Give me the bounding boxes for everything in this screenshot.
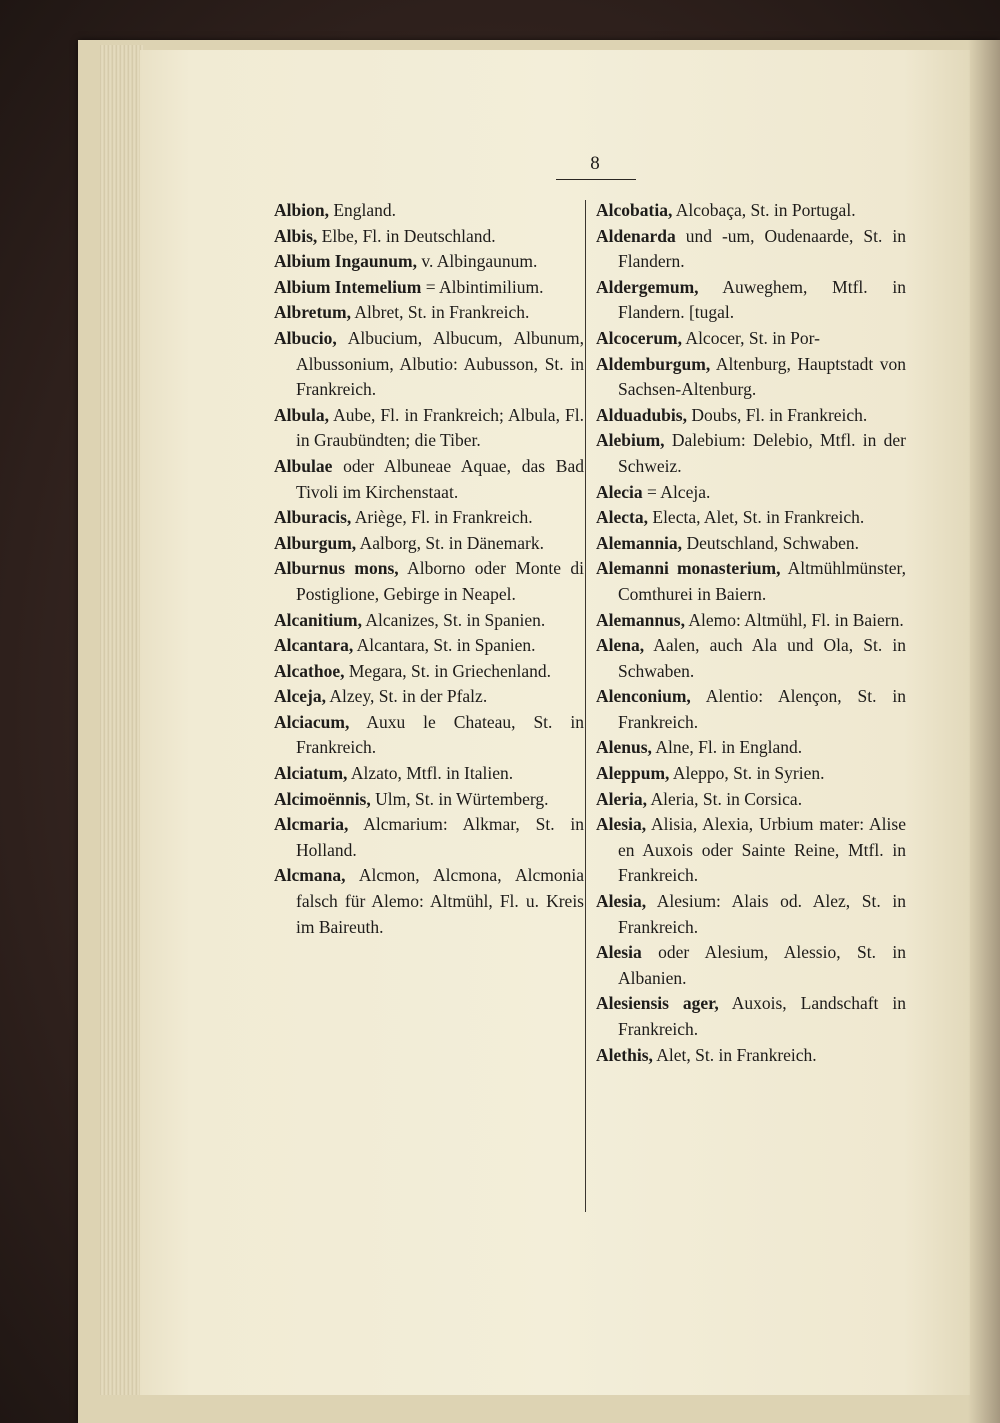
entry-headword: Alburacis, [274, 507, 352, 528]
dictionary-entry [596, 633, 906, 684]
entry-headword: Alesiensis ager, [596, 993, 719, 1014]
entry-headword: Alena, [596, 635, 645, 656]
dictionary-entry [274, 505, 584, 531]
entry-text: Alcmarium: Alkmar, St. in Holland. [296, 814, 584, 860]
dictionary-entry [596, 531, 906, 557]
column-divider [585, 200, 586, 1212]
entry-text: und -um, Oudenaarde, St. in Flandern. [618, 225, 906, 272]
entry-text: England. [328, 200, 397, 220]
dictionary-entry [596, 326, 906, 352]
dictionary-entry [274, 403, 584, 454]
dictionary-entry [596, 991, 906, 1042]
entry-headword: Aleria, [596, 788, 648, 809]
entry-headword: Albulae [274, 455, 333, 476]
entry-headword: Alenconium, [596, 686, 691, 707]
entry-text: Alentio: Alençon, St. in Frankreich. [618, 686, 906, 732]
entry-text: Alcmon, Alcmona, Alcmonia falsch für Alemo: Altmühl, Fl. u. Kreis im Baireuth. [296, 865, 584, 937]
entry-headword: Alethis, [596, 1044, 653, 1065]
entry-headword: Aldemburgum, [596, 353, 711, 374]
entry-text: = Alceja. [642, 481, 711, 502]
entry-headword: Alburgum, [274, 532, 357, 553]
entry-text: Aleria, St. in Corsica. [647, 788, 803, 809]
entry-text: Alzey, St. in der Pfalz. [326, 686, 488, 707]
entry-text: Aleppo, St. in Syrien. [669, 763, 825, 784]
entry-text: Elbe, Fl. in Deutschland. [317, 225, 496, 246]
dictionary-entry [596, 608, 906, 634]
dictionary-entry [274, 198, 584, 224]
entry-headword: Alesia [596, 942, 642, 963]
dictionary-entry [274, 863, 584, 940]
entry-headword: Alemanni monasterium, [596, 558, 781, 579]
entry-text: Alcobaça, St. in Portugal. [672, 200, 856, 220]
entry-headword: Albium Intemelium [274, 276, 422, 297]
gutter-shadow [968, 40, 1000, 1423]
entry-text: Altenburg, Hauptstadt von Sachsen-Altenburg. [618, 353, 906, 400]
dictionary-entry [596, 735, 906, 761]
entry-headword: Albis, [274, 225, 318, 246]
entry-headword: Alcimoënnis, [274, 788, 371, 809]
entry-headword: Alcmaria, [274, 814, 349, 835]
left-column [274, 198, 584, 940]
dictionary-entry [596, 480, 906, 506]
dictionary-entry [274, 812, 584, 863]
entry-text: Alet, St. in Frankreich. [652, 1044, 817, 1065]
dictionary-entry [274, 300, 584, 326]
dictionary-entry [274, 224, 584, 250]
dictionary-entry [596, 403, 906, 429]
entry-text: Alcanizes, St. in Spanien. [362, 609, 546, 630]
dictionary-entry [596, 940, 906, 991]
entry-headword: Alesia, [596, 891, 647, 912]
dictionary-entry [596, 275, 906, 326]
entry-headword: Alemannia, [596, 532, 683, 553]
entry-text: Dalebium: Delebio, Mtfl. in der Schweiz. [618, 430, 906, 476]
dictionary-entry [274, 531, 584, 557]
dictionary-entry [596, 684, 906, 735]
entry-headword: Aleppum, [596, 763, 670, 784]
entry-text: Alisia, Alexia, Urbium mater: Alise en Auxois oder Sainte Reine, Mtfl. in Frankreich. [618, 814, 906, 886]
dictionary-entry [274, 684, 584, 710]
entry-headword: Alciatum, [274, 763, 348, 784]
entry-headword: Alcathoe, [274, 660, 345, 681]
dictionary-entry [274, 326, 584, 403]
entry-headword: Alesia, [596, 814, 647, 835]
entry-text: Alborno oder Monte di Postiglione, Gebirge in Neapel. [296, 558, 584, 604]
entry-headword: Alcocerum, [596, 327, 683, 348]
entry-text: Alemo: Altmühl, Fl. in Baiern. [684, 609, 904, 630]
dictionary-entry [596, 352, 906, 403]
dictionary-entry [274, 659, 584, 685]
dictionary-entry [274, 454, 584, 505]
entry-text: Auxois, Landschaft in Frankreich. [618, 993, 906, 1039]
entry-text: Aalborg, St. in Dänemark. [356, 532, 544, 553]
dictionary-entry [596, 787, 906, 813]
dictionary-entry [596, 224, 906, 275]
page-number: 8 [590, 153, 600, 174]
dictionary-entry [596, 198, 906, 224]
entry-headword: Alceja, [274, 686, 326, 707]
entry-text: Aube, Fl. in Frankreich; Albula, Fl. in Graubündten; die Tiber. [296, 404, 584, 451]
dictionary-entry [274, 787, 584, 813]
entry-headword: Albula, [274, 404, 329, 425]
entry-text: Alesium: Alais od. Alez, St. in Frankreich. [618, 891, 906, 937]
entry-text: = Albintimilium. [421, 276, 544, 297]
dictionary-entry [274, 275, 584, 301]
dictionary-entry [596, 889, 906, 940]
dictionary-entry [596, 812, 906, 889]
entry-text: Aalen, auch Ala und Ola, St. in Schwaben. [618, 635, 906, 681]
dictionary-entry [596, 428, 906, 479]
entry-headword: Alcmana, [274, 865, 346, 886]
entry-text: oder Alesium, Alessio, St. in Albanien. [618, 942, 906, 988]
entry-headword: Alciacum, [274, 711, 350, 732]
entry-text: v. Albingaunum. [416, 251, 538, 272]
entry-text: Albret, St. in Frankreich. [350, 302, 530, 323]
entry-headword: Alburnus mons, [274, 558, 399, 579]
entry-text: Auxu le Chateau, St. in Frankreich. [296, 711, 584, 758]
entry-text: Albucium, Albucum, Albunum, Albussonium, Albutio: Aubusson, St. in Frankreich. [296, 327, 584, 400]
entry-text: Deutschland, Schwaben. [682, 532, 859, 553]
page-number-rule [556, 179, 636, 180]
entry-text: oder Albuneae Aquae, das Bad Tivoli im Kirchenstaat. [296, 455, 584, 502]
entry-headword: Alecta, [596, 507, 648, 528]
entry-text: Doubs, Fl. in Frankreich. [686, 404, 868, 425]
entry-text: Ulm, St. in Würtemberg. [370, 788, 549, 809]
entry-headword: Albretum, [274, 302, 351, 323]
page-edges [100, 45, 144, 1395]
dictionary-entry [596, 556, 906, 607]
entry-text: Alcocer, St. in Por- [682, 327, 820, 348]
dictionary-entry [274, 556, 584, 607]
entry-text: Alzato, Mtfl. in Italien. [347, 763, 514, 784]
entry-text: Megara, St. in Griechenland. [344, 660, 552, 681]
entry-headword: Alduadubis, [596, 404, 687, 425]
entry-text: Alcantara, St. in Spanien. [353, 635, 536, 656]
entry-headword: Alecia [596, 481, 643, 502]
entry-text: Electa, Alet, St. in Frankreich. [648, 507, 865, 528]
entry-headword: Alcantara, [274, 635, 354, 656]
dictionary-entry [274, 633, 584, 659]
entry-headword: Aldenarda [596, 225, 676, 246]
entry-text: Altmühlmünster, Comthurei in Baiern. [618, 558, 906, 604]
dictionary-entry [274, 608, 584, 634]
entry-headword: Albucio, [274, 327, 337, 348]
entry-headword: Alcanitium, [274, 609, 362, 630]
dictionary-entry [596, 1043, 906, 1069]
entry-text: Alne, Fl. in England. [651, 737, 803, 758]
dictionary-entry [596, 761, 906, 787]
dictionary-entry [274, 710, 584, 761]
entry-headword: Alenus, [596, 737, 652, 758]
right-column [596, 198, 906, 1068]
entry-headword: Alemannus, [596, 609, 685, 630]
entry-headword: Alcobatia, [596, 200, 673, 220]
entry-headword: Albium Ingaunum, [274, 251, 417, 272]
entry-headword: Alebium, [596, 430, 665, 451]
entry-headword: Albion, [274, 200, 329, 220]
entry-text: Ariège, Fl. in Frankreich. [351, 507, 533, 528]
entry-text: Auweghem, Mtfl. in Flandern. [tugal. [618, 276, 906, 323]
dictionary-entry [274, 761, 584, 787]
dictionary-entry [274, 249, 584, 275]
dictionary-entry [596, 505, 906, 531]
entry-headword: Aldergemum, [596, 276, 699, 297]
